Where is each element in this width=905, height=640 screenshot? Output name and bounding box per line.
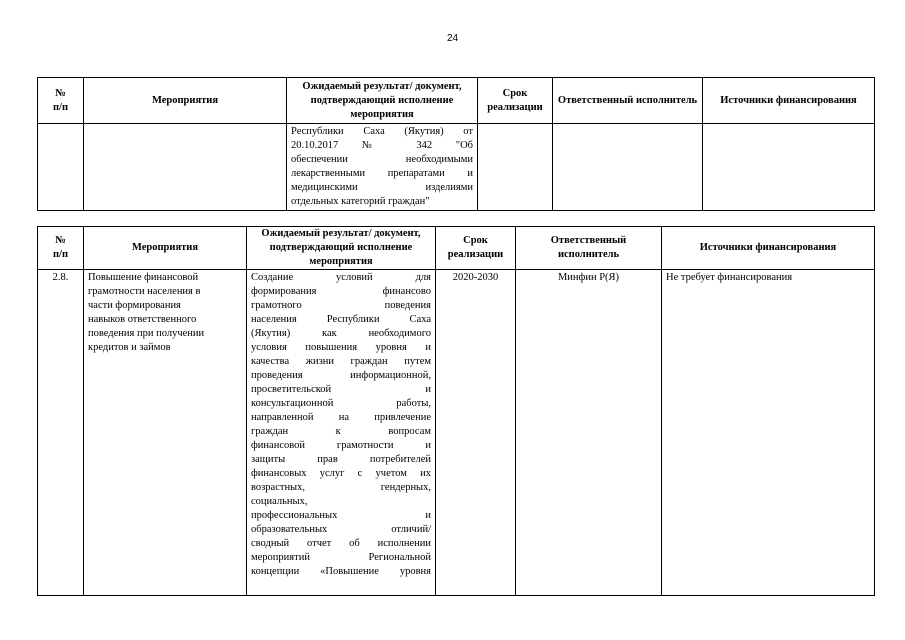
header-num: № п/п	[38, 227, 84, 270]
activity-line: Повышение финансовой	[88, 272, 199, 283]
activity-line: навыков ответственного	[88, 314, 197, 325]
activity-line: части формирования	[88, 300, 181, 311]
cell-term: 2020-2030	[436, 270, 516, 596]
cell-num	[38, 124, 84, 211]
cell-responsible: Минфин Р(Я)	[516, 270, 662, 596]
header-funding: Источники финансирования	[703, 78, 875, 124]
result-line: медицинскими изделиями	[291, 182, 473, 193]
table-header-row	[38, 78, 875, 124]
result-line: населения Республики Саха	[251, 314, 431, 325]
result-line: образовательных отличий/	[251, 524, 431, 535]
header-responsible: Ответственный исполнитель	[553, 78, 703, 124]
header-num: № п/п	[38, 78, 84, 124]
result-line: формирования финансово	[251, 286, 431, 297]
result-line: финансовых услуг с учетом их	[251, 468, 431, 479]
table-header-row	[38, 227, 875, 270]
result-line: защиты прав потребителей	[251, 454, 431, 465]
result-line: Республики Саха (Якутия) от	[291, 126, 473, 137]
result-line: мероприятий Региональной	[251, 552, 431, 563]
result-line: отдельных категорий граждан"	[291, 196, 430, 207]
header-term: Срок реализации	[436, 227, 516, 270]
activity-line: грамотности населения в	[88, 286, 201, 297]
result-line: возрастных, гендерных,	[251, 482, 431, 493]
result-line: финансовой грамотности и	[251, 440, 431, 451]
header-result: Ожидаемый результат/ документ, подтверждающий исполнение мероприятия	[287, 78, 478, 124]
result-line: качества жизни граждан путем	[251, 356, 431, 367]
result-line: лекарственными препаратами и	[291, 168, 473, 179]
result-line: Создание условий для	[251, 272, 431, 283]
cell-result	[287, 124, 478, 211]
cell-num: 2.8.	[38, 270, 84, 596]
result-line: грамотного поведения	[251, 300, 431, 311]
activity-line: кредитов и займов	[88, 342, 171, 353]
header-term: Срок реализации	[478, 78, 553, 124]
result-line: консультационной работы,	[251, 398, 431, 409]
result-line: концепции «Повышение уровня	[251, 566, 431, 577]
result-line: сводный отчет об исполнении	[251, 538, 431, 549]
continuation-table	[37, 77, 875, 211]
cell-activity	[84, 270, 247, 596]
cell-funding: Не требует финансирования	[662, 270, 875, 596]
result-line: (Якутия) как необходимого	[251, 328, 431, 339]
header-funding: Источники финансирования	[662, 227, 875, 270]
result-line: обеспечении необходимыми	[291, 154, 473, 165]
header-activity: Мероприятия	[84, 78, 287, 124]
result-line: 20.10.2017 № 342 "Об	[291, 140, 473, 151]
result-line: условия повышения уровня и	[251, 342, 431, 353]
result-line: социальных,	[251, 496, 308, 507]
header-activity: Мероприятия	[84, 227, 247, 270]
page-number: 24	[446, 33, 459, 44]
header-responsible: Ответственный исполнитель	[516, 227, 662, 270]
cell-responsible	[553, 124, 703, 211]
result-line: проведения информационной,	[251, 370, 431, 381]
result-line: граждан к вопросам	[251, 426, 431, 437]
header-result: Ожидаемый результат/ документ, подтверждающий исполнение мероприятия	[247, 227, 436, 270]
result-line: профессиональных и	[251, 510, 431, 521]
table-row	[38, 124, 875, 211]
cell-result	[247, 270, 436, 596]
activities-table	[37, 226, 875, 596]
activity-line: поведения при получении	[88, 328, 205, 339]
cell-funding	[703, 124, 875, 211]
cell-term	[478, 124, 553, 211]
cell-activity	[84, 124, 287, 211]
result-line: просветительской и	[251, 384, 431, 395]
table-row	[38, 270, 875, 596]
result-line: направленной на привлечение	[251, 412, 431, 423]
